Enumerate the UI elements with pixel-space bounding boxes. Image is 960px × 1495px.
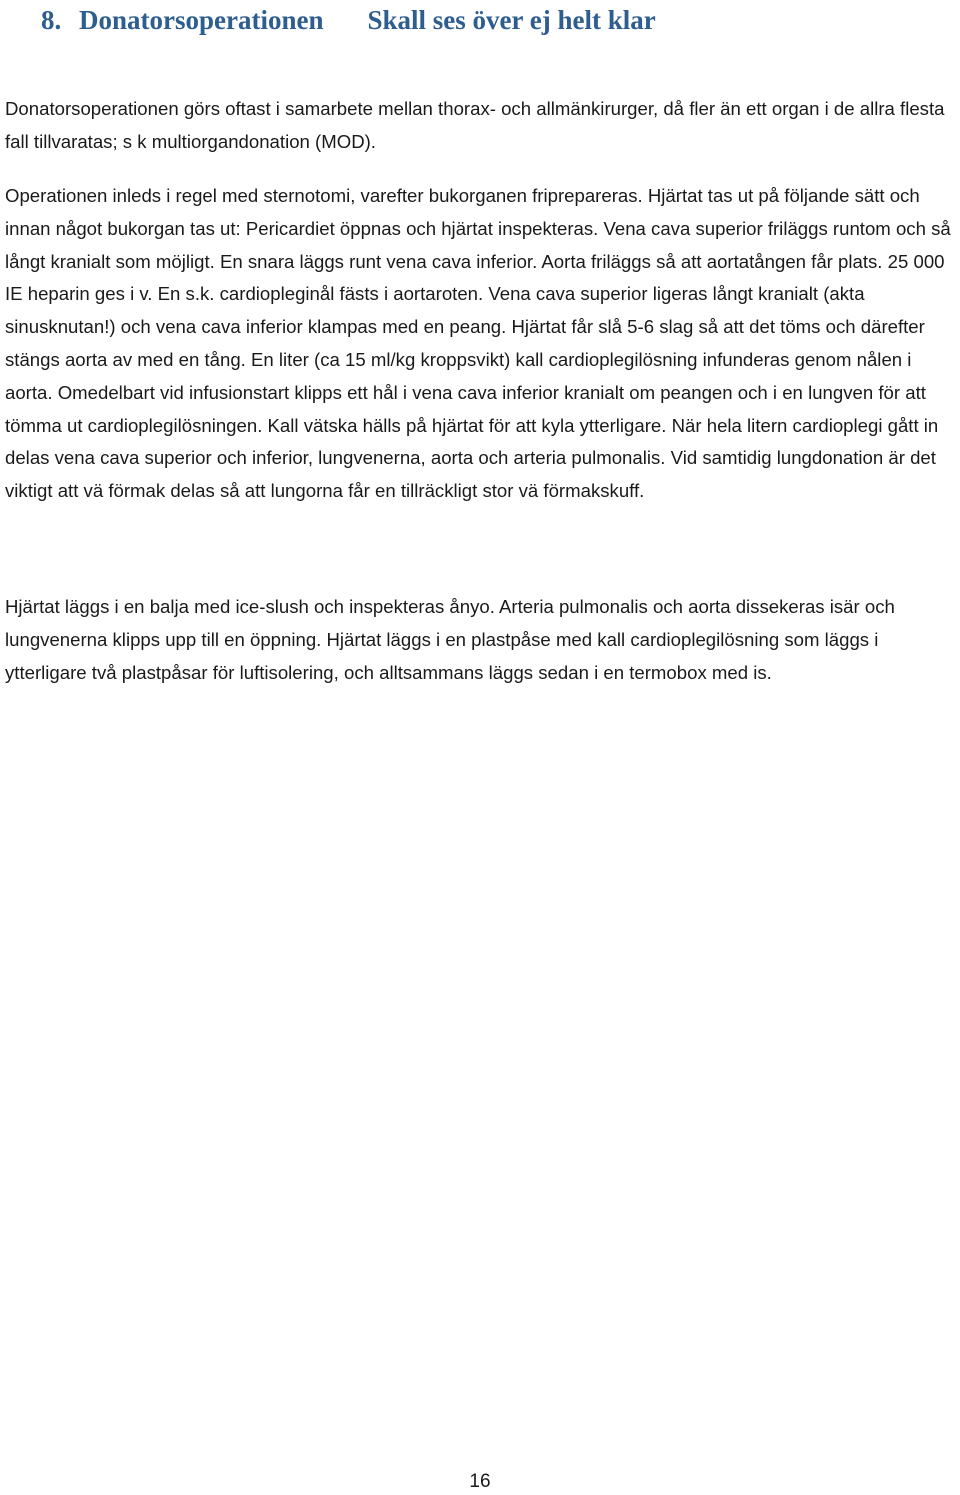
page-number: 16: [469, 1471, 491, 1492]
section-heading: [41, 4, 656, 36]
paragraph-procedure: Operationen inleds i regel med sternotomi, varefter bukorganen friprepareras. Hjärtat tas ut på följande sätt och innan något bukorgan tas ut: Pericardiet öppnas och hjärtat inspekteras. Vena cava superior friläggs runtom och så långt kranialt som möjligt. En snara läggs runt vena cava inferior. Aorta friläggs så att aortatången får plats. 25 000 IE heparin ges i v. En s.k. cardiopleginål fästs i aortaroten. Vena cava superior ligeras långt kranialt (akta sinusknutan!) och vena cava inferior klampas med en peang. Hjärtat får slå 5-6 slag så att det töms och därefter stängs aorta av med en tång. En liter (ca 15 ml/kg kroppsvikt) kall cardioplegilösning infunderas genom nålen i aorta. Omedelbart vid infusionstart klipps ett hål i vena cava inferior kranialt om peangen och i en lungven för att tömma ut cardioplegilösningen. Kall vätska hälls på hjärtat för att kyla ytterligare. När hela litern cardioplegi gått in delas vena cava superior och inferior, lungvenerna, aorta och arteria pulmonalis. Vid samtidig lungdonation är det viktigt att vä förmak delas så att lungorna får en tillräckligt stor vä förmakskuff.: [5, 185, 951, 502]
section-number: 8.: [41, 5, 62, 35]
section-title: Donatorsoperationen: [79, 5, 324, 35]
paragraph-intro: Donatorsoperationen görs oftast i samarbete mellan thorax- och allmänkirurger, då fler än ett organ i de allra flesta fall tillvaratas; s k multiorgandonation (MOD).: [5, 98, 945, 152]
section-note: Skall ses över ej helt klar: [367, 5, 656, 35]
paragraph-heart-handling: Hjärtat läggs i en balja med ice-slush och inspekteras ånyo. Arteria pulmonalis och aorta dissekeras isär och lungvenerna klipps upp till en öppning. Hjärtat läggs i en plastpåse med kall cardioplegilösning som läggs i ytterligare två plastpåsar för luftisolering, och alltsammans läggs sedan i en termobox med is.: [5, 596, 895, 683]
